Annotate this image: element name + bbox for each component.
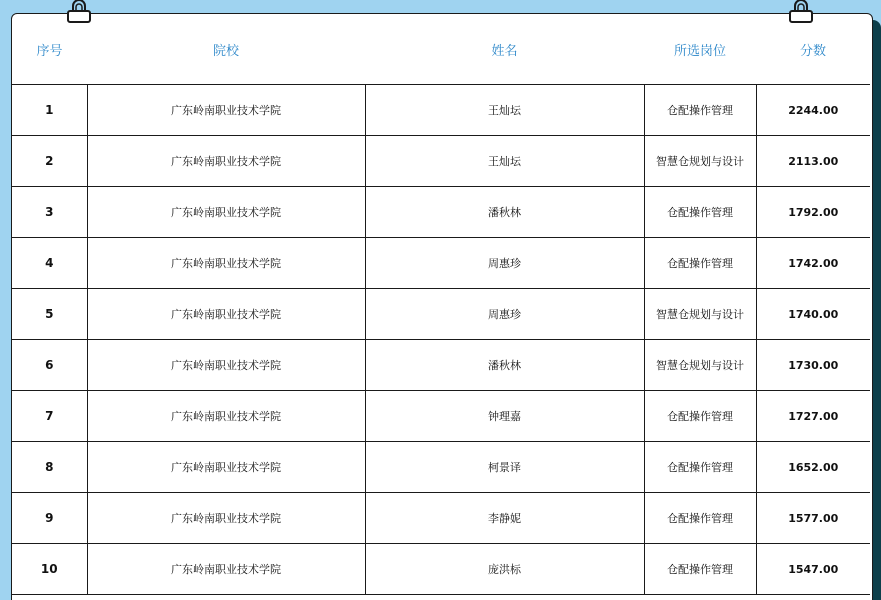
header-school: 院校	[87, 14, 365, 85]
cell-position: 仓配操作管理	[644, 187, 756, 238]
cell-score: 1742.00	[756, 238, 870, 289]
cell-rank: 7	[12, 391, 87, 442]
cell-position: 仓配操作管理	[644, 238, 756, 289]
cell-score: 2244.00	[756, 85, 870, 136]
cell-school: 广东岭南职业技术学院	[87, 544, 365, 595]
binder-clip-icon	[789, 0, 813, 24]
ranking-table	[12, 14, 870, 595]
table-body	[12, 85, 870, 595]
cell-name: 钟理嘉	[365, 391, 644, 442]
cell-school: 广东岭南职业技术学院	[87, 85, 365, 136]
cell-position: 智慧仓规划与设计	[644, 340, 756, 391]
table-row	[12, 340, 870, 391]
cell-position: 仓配操作管理	[644, 544, 756, 595]
cell-rank: 4	[12, 238, 87, 289]
table-row	[12, 85, 870, 136]
cell-score: 1730.00	[756, 340, 870, 391]
cell-name: 李静妮	[365, 493, 644, 544]
cell-name: 周惠珍	[365, 238, 644, 289]
binder-clip-icon	[67, 0, 91, 24]
table-row	[12, 136, 870, 187]
cell-rank: 2	[12, 136, 87, 187]
cell-name: 庞洪标	[365, 544, 644, 595]
header-position: 所选岗位	[644, 14, 756, 85]
cell-school: 广东岭南职业技术学院	[87, 493, 365, 544]
cell-position: 智慧仓规划与设计	[644, 136, 756, 187]
cell-score: 1792.00	[756, 187, 870, 238]
cell-rank: 8	[12, 442, 87, 493]
cell-school: 广东岭南职业技术学院	[87, 136, 365, 187]
cell-school: 广东岭南职业技术学院	[87, 289, 365, 340]
cell-name: 潘秋林	[365, 340, 644, 391]
cell-position: 仓配操作管理	[644, 391, 756, 442]
cell-score: 1577.00	[756, 493, 870, 544]
cell-school: 广东岭南职业技术学院	[87, 391, 365, 442]
header-rank: 序号	[12, 14, 87, 85]
table-row	[12, 187, 870, 238]
cell-rank: 1	[12, 85, 87, 136]
cell-score: 1727.00	[756, 391, 870, 442]
cell-rank: 9	[12, 493, 87, 544]
cell-position: 仓配操作管理	[644, 442, 756, 493]
cell-position: 智慧仓规划与设计	[644, 289, 756, 340]
header-score: 分数	[756, 14, 870, 85]
cell-name: 柯景译	[365, 442, 644, 493]
table-row	[12, 289, 870, 340]
cell-position: 仓配操作管理	[644, 493, 756, 544]
cell-position: 仓配操作管理	[644, 85, 756, 136]
table-row	[12, 391, 870, 442]
cell-school: 广东岭南职业技术学院	[87, 238, 365, 289]
cell-score: 2113.00	[756, 136, 870, 187]
cell-score: 1740.00	[756, 289, 870, 340]
cell-school: 广东岭南职业技术学院	[87, 442, 365, 493]
cell-school: 广东岭南职业技术学院	[87, 340, 365, 391]
cell-school: 广东岭南职业技术学院	[87, 187, 365, 238]
table-row	[12, 493, 870, 544]
table-header-row	[12, 14, 870, 85]
cell-name: 王灿坛	[365, 136, 644, 187]
header-name: 姓名	[365, 14, 644, 85]
cell-rank: 3	[12, 187, 87, 238]
cell-rank: 5	[12, 289, 87, 340]
table-row	[12, 442, 870, 493]
cell-rank: 6	[12, 340, 87, 391]
ranking-panel	[11, 13, 873, 600]
cell-name: 潘秋林	[365, 187, 644, 238]
cell-rank: 10	[12, 544, 87, 595]
cell-score: 1652.00	[756, 442, 870, 493]
table-row	[12, 544, 870, 595]
table-row	[12, 238, 870, 289]
cell-name: 周惠珍	[365, 289, 644, 340]
cell-name: 王灿坛	[365, 85, 644, 136]
cell-score: 1547.00	[756, 544, 870, 595]
